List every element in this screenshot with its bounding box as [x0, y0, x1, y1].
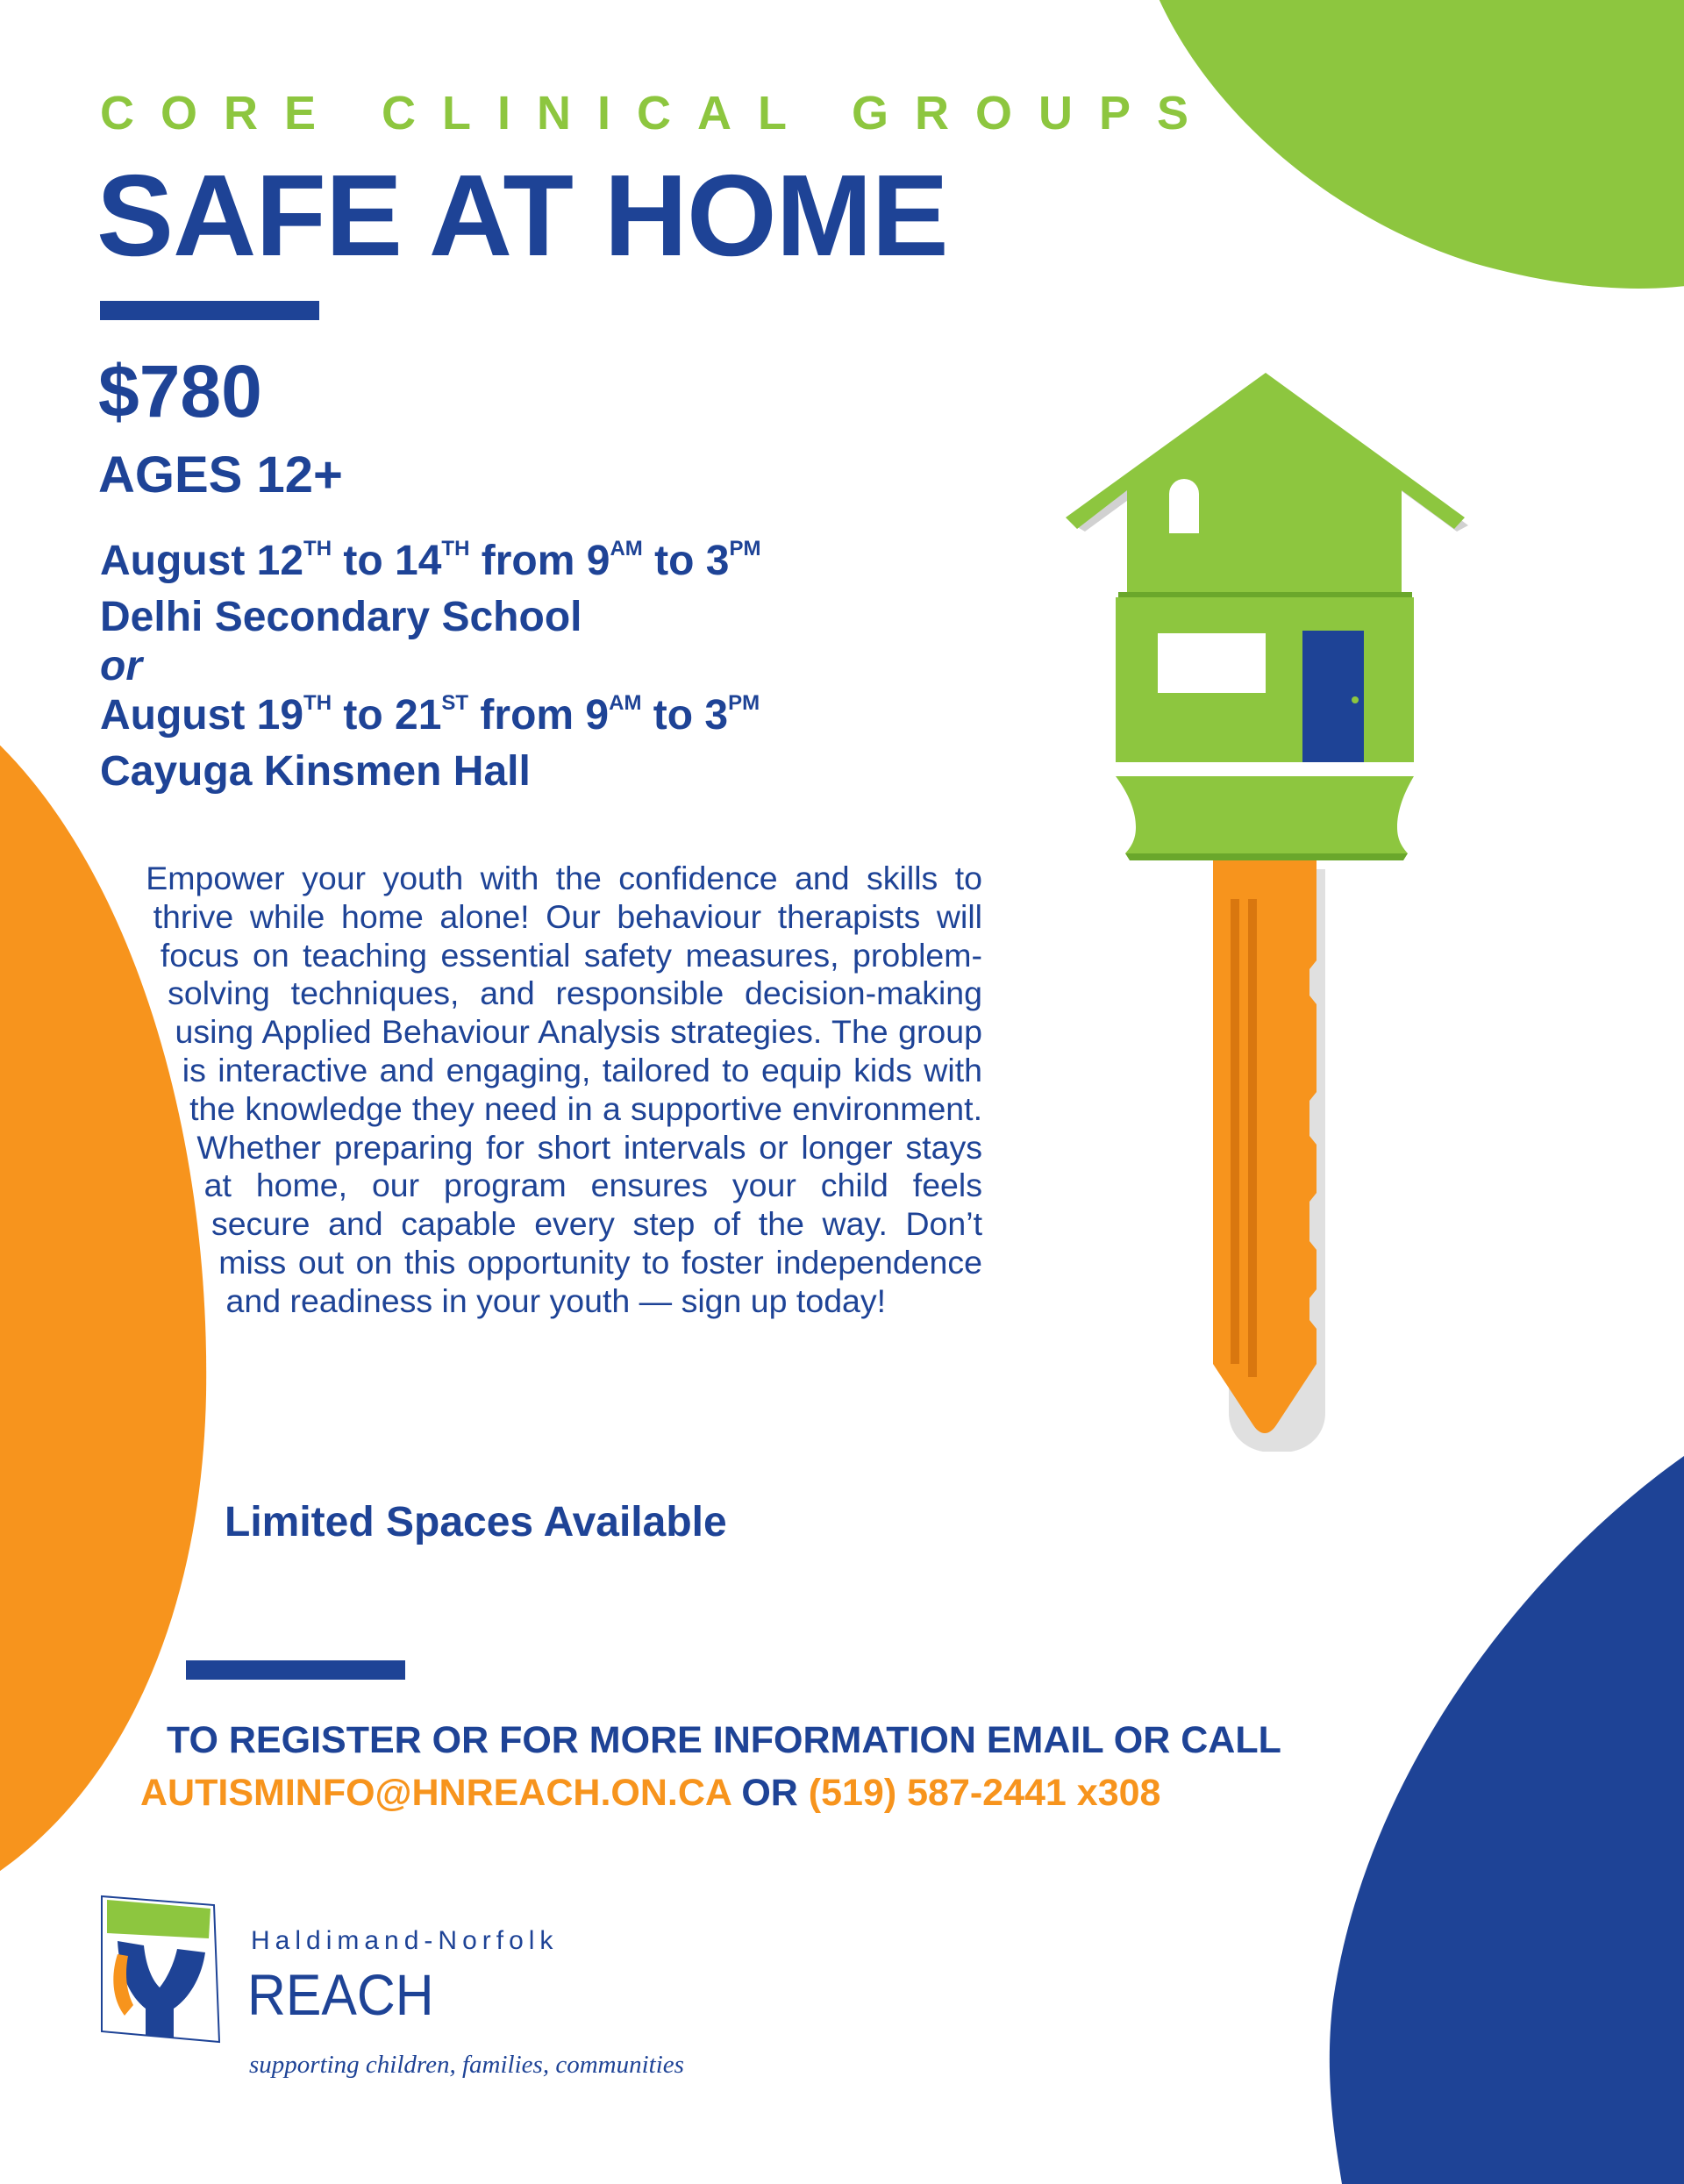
divider-bottom — [186, 1660, 405, 1680]
page-title: SAFE AT HOME — [96, 151, 948, 280]
program-category: CORE CLINICAL GROUPS — [100, 87, 1216, 139]
session-2-dates: August 19TH to 21ST from $9^{AM}$ to $3^{PM}$ — [100, 691, 760, 739]
organization-name: REACH — [247, 1962, 434, 2027]
session-or-label: or — [100, 643, 142, 689]
divider-top — [100, 301, 319, 320]
organization-tagline: supporting children, families, communities — [249, 2051, 684, 2079]
contact-email[interactable]: AUTISMINFO@HNREACH.ON.CA — [140, 1772, 731, 1814]
session-list — [100, 537, 760, 796]
house-key-icon — [1066, 373, 1482, 1452]
blue-corner-shape — [1316, 1456, 1684, 2184]
session-2-location: Cayuga Kinsmen Hall — [100, 748, 531, 795]
green-corner-shape — [1105, 0, 1684, 351]
contact-or: OR — [731, 1772, 809, 1814]
contact-line — [140, 1772, 1160, 1815]
organization-region: Haldimand-Norfolk — [251, 1926, 559, 1955]
contact-phone[interactable]: (519) 587-2441 x308 — [808, 1772, 1161, 1814]
session-1-location: Delhi Secondary School — [100, 594, 582, 640]
age-requirement: AGES 12+ — [98, 446, 343, 503]
registration-heading: TO REGISTER OR FOR MORE INFORMATION EMAIL OR CALL — [167, 1719, 1281, 1761]
program-description — [139, 860, 982, 1438]
description-text: Empower your youth with the confidence and skills to thrive while home alone! Our behaviour therapists will focus on teaching essential safety measures, problem-solving techniques, and responsible decision-making using Applied Behaviour Analysis strategies. The group is interactive and engaging, tailored to equip kids with the knowledge they need in a supportive environment. Whether preparing for short intervals or longer stays at home, our program ensures your child feels secure and capable every step of the way. Don’t miss out on this opportunity to foster independence and readiness in your youth — sign up today! — [146, 860, 982, 1319]
reach-logo-icon — [98, 1893, 221, 2049]
session-1-dates: August 12TH to 14TH from $9^{AM}$ to $3^{PM}$ — [100, 537, 761, 584]
price: $780 — [98, 350, 262, 432]
availability-note: Limited Spaces Available — [225, 1499, 727, 1545]
